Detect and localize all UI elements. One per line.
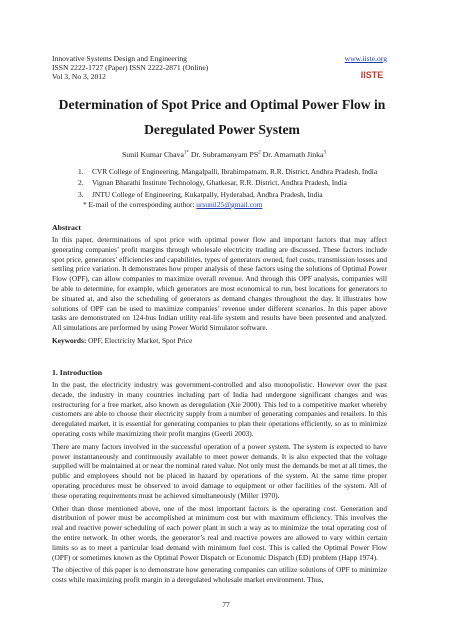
journal-name: Innovative Systems Design and Engineering: [52, 54, 187, 63]
affiliation-item: [78, 166, 377, 177]
journal-issn: ISSN 2222-1727 (Paper) ISSN 2222-2871 (Online): [52, 63, 209, 73]
author-1: Sunil Kumar Chava: [121, 150, 184, 159]
affiliation-number: 1.: [78, 167, 84, 176]
introduction-body: [52, 380, 387, 588]
paper-title-line-1: Determination of Spot Price and Optimal Power Flow in: [58, 97, 386, 112]
abstract-heading: Abstract: [52, 223, 82, 232]
journal-volume: Vol 3, No 3, 2012: [52, 72, 106, 82]
affiliation-text: CVR College of Engineering, Mangalpalli, Ibrahimpatnam, R.R. District, Andhra Pradesh, India: [92, 167, 378, 176]
affiliation-item: [78, 189, 377, 200]
email-prefix: * E-mail of the corresponding author:: [83, 200, 197, 209]
journal-header-right: [345, 54, 387, 88]
author-2: Dr. Subramanyam PS: [188, 150, 259, 159]
affiliation-text: JNTU College of Engineering, Kukatpally, Hyderabad, Andhra Pradesh, India: [92, 189, 323, 199]
keywords-label: Keywords:: [52, 335, 87, 345]
affiliation-text: Vignan Bharathi Institute Technology, Ghatkesar, R.R. District, Andhra Pradesh, India: [92, 178, 347, 188]
corresponding-author-email: [83, 200, 262, 209]
paragraph: The objective of this paper is to demonstrate how generating companies can utilize solutions of OPF to minimize costs while maximizing profit margin in a deregulated wholesale market environment. Thus,: [52, 565, 387, 585]
author-1-mark: 1*: [183, 150, 189, 156]
keywords-line: [52, 336, 387, 346]
introduction-heading: 1. Introduction: [52, 368, 103, 377]
journal-header: [52, 54, 208, 82]
paper-title: [52, 92, 392, 142]
affiliation-list: [78, 166, 377, 200]
page-number: 77: [222, 600, 230, 609]
paper-title-line-2: Deregulated Power System: [144, 122, 300, 137]
affiliation-item: [78, 177, 377, 188]
author-3-mark: 3: [323, 150, 327, 156]
keywords-text: OPF, Electricity Market, Spot Price: [86, 335, 193, 345]
journal-url-link[interactable]: www.iiste.org: [344, 54, 387, 63]
paragraph: There are many factors involved in the successful operation of a power system. The system is expected to have power instantaneously and continuously available to meet power demands. It is also expected that the voltage supplied will be maintained at or near the nominal rated value. Not only must the demands be met at all times, the public and employees should not be placed in hazard by operations of the system. At the same time proper operating procedures must be observed to avoid damage to equipment or other facilities of the system. All of these operating requirements must be achieved simultaneously (Miller 1970).: [52, 441, 387, 500]
author-2-mark: 2: [258, 150, 261, 156]
svg-text:IISTE: IISTE: [360, 70, 384, 80]
author-list: [52, 150, 396, 159]
paragraph: Other than those mentioned above, one of the most important factors is the operating cost. Generation and distribution of power must be accomplished at minimum cost but with maximum efficiency. This involves the real and reactive power scheduling of each power plant in such a way as to minimize the total operating cost of the entire network. In other words, the generator’s real and reactive powers are allowed to vary within certain limits so as to meet a particular load demand with minimum fuel cost. This is called the Optimal Power Flow (OPF) or sometimes known as the Optimal Power Dispatch or Economic Dispatch (ED) problem (Happ 1974).: [52, 503, 387, 562]
affiliation-number: 2.: [78, 178, 84, 188]
affiliation-number: 3.: [78, 189, 84, 199]
paragraph: In the past, the electricity industry was government-controlled and also monopolistic. However over the past decade, the industry in many countries including part of India had undergone significant changes and was restructuring for a free market, also known as deregulation (Xie 2000). This led to a competitive market whereby customers are able to choose their electricity supply from a number of generating companies and retailers. In this deregulated market, it is essential for generating companies to plan their operations efficiently, so as to minimize operating costs while maximizing their profit margins (Geerli 2003).: [52, 380, 387, 438]
iiste-logo-icon: [357, 65, 387, 83]
abstract-body: [52, 235, 387, 349]
email-link[interactable]: ursunil25@gmail.com: [196, 200, 263, 209]
author-3: Dr. Amarnath Jinka: [260, 150, 324, 159]
abstract-text: In this paper, determinations of spot price with optimal power flow and important factors that may affect generating companies’ profit margins through wholesale electricity trading are discussed. These factors include spot price, generators’ efficiencies and capabilities, types of generators owned, fuel costs, transmission losses and settling price variation. It demonstrates how proper analysis of these factors using the solutions of Optimal Power Flow (OPF), can allow companies to maximize overall revenue. And through this OPF analysis, companies will be able to determine, for example, which generators are most economical to run, best locations for generators to be situated at, and also the scheduling of generators as demand changes throughout the day. It illustrates how solutions of OPF can be used to maximize companies’ revenue under different scenarios. In this paper above tasks are demonstrated on 124-bus Indian utility real-life system and results have been presented and analyzed. All simulations are performed by using Power World Simulator software.: [52, 235, 387, 333]
